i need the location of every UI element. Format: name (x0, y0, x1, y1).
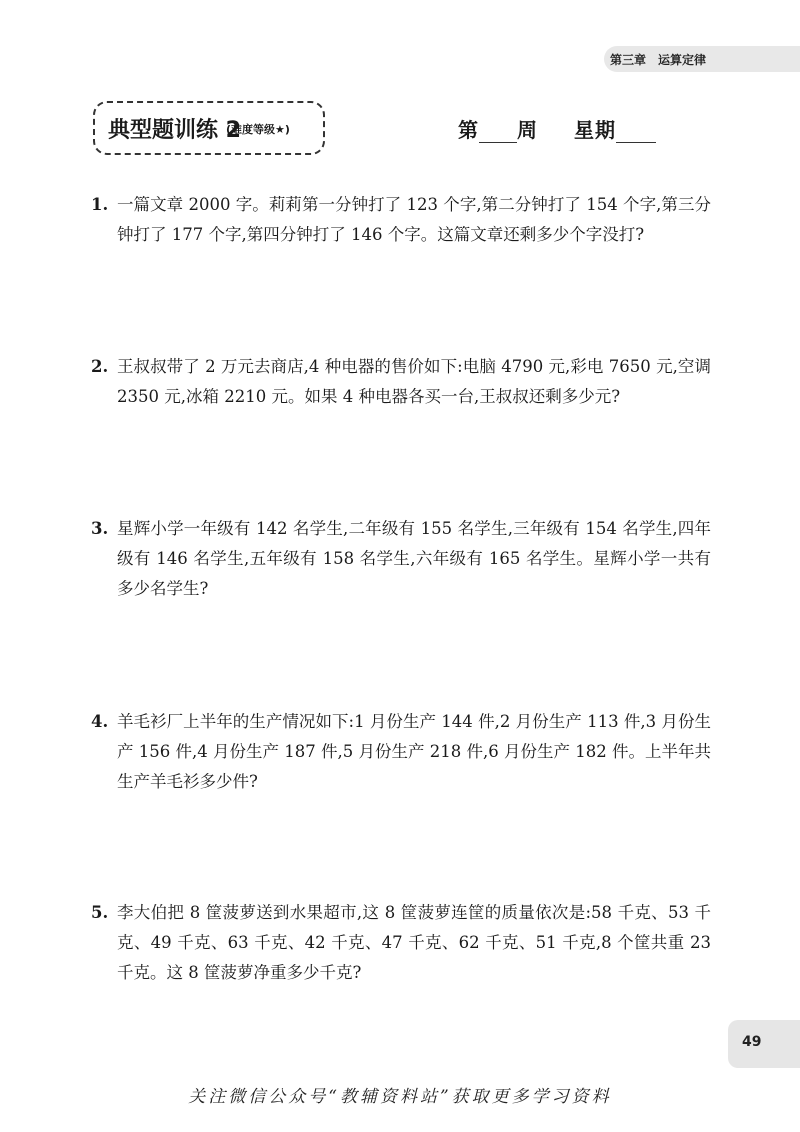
page-number-tab (728, 1020, 800, 1068)
week-di-label: 第 (458, 118, 479, 142)
week-blank (479, 122, 517, 143)
question-4 (91, 707, 711, 797)
question-2 (91, 352, 711, 412)
chapter-label: 第三章 (610, 53, 647, 67)
question-number: 1. (91, 195, 109, 214)
question-text: 王叔叔带了 2 万元去商店,4 种电器的售价如下:电脑 4790 元,彩电 7650 元,空调 2350 元,冰箱 2210 元。如果 4 种电器各买一台,王叔叔还剩多少元? (117, 357, 711, 406)
difficulty-label: (难度等级★) (226, 123, 290, 136)
page-title: 典型题训练 2 (108, 118, 241, 143)
question-3 (91, 514, 711, 604)
question-5 (91, 898, 711, 988)
weekday-blank (616, 122, 656, 143)
question-text: 羊毛衫厂上半年的生产情况如下:1 月份生产 144 件,2 月份生产 113 件,3 月份生产 156 件,4 月份生产 187 件,5 月份生产 218 件,6 月份生产 182 件。上半年共生产羊毛衫多少件? (117, 712, 711, 791)
week-zhou-label: 周 (517, 118, 538, 142)
weekday-label: 星期 (574, 118, 616, 142)
question-number: 5. (91, 903, 109, 922)
question-number: 4. (91, 712, 109, 731)
question-number: 2. (91, 357, 109, 376)
section-label: 运算定律 (658, 53, 707, 67)
page-number: 49 (742, 1034, 762, 1050)
footer-watermark: 关注微信公众号“教辅资料站”获取更多学习资料 (188, 1087, 612, 1107)
chapter-header (610, 51, 706, 68)
question-1 (91, 190, 711, 250)
question-number: 3. (91, 519, 109, 538)
question-text: 一篇文章 2000 字。莉莉第一分钟打了 123 个字,第二分钟打了 154 个字,第三分钟打了 177 个字,第四分钟打了 146 个字。这篇文章还剩多少个字没打? (117, 195, 711, 244)
question-text: 李大伯把 8 筐菠萝送到水果超市,这 8 筐菠萝连筐的质量依次是:58 千克、53 千克、49 千克、63 千克、42 千克、47 千克、62 千克、51 千克,8 个筐共重 23 千克。这 8 筐菠萝净重多少千克? (117, 903, 711, 982)
question-text: 星辉小学一年级有 142 名学生,二年级有 155 名学生,三年级有 154 名学生,四年级有 146 名学生,五年级有 158 名学生,六年级有 165 名学生。星辉小学一共有多少名学生? (117, 519, 711, 598)
week-line (458, 114, 656, 143)
